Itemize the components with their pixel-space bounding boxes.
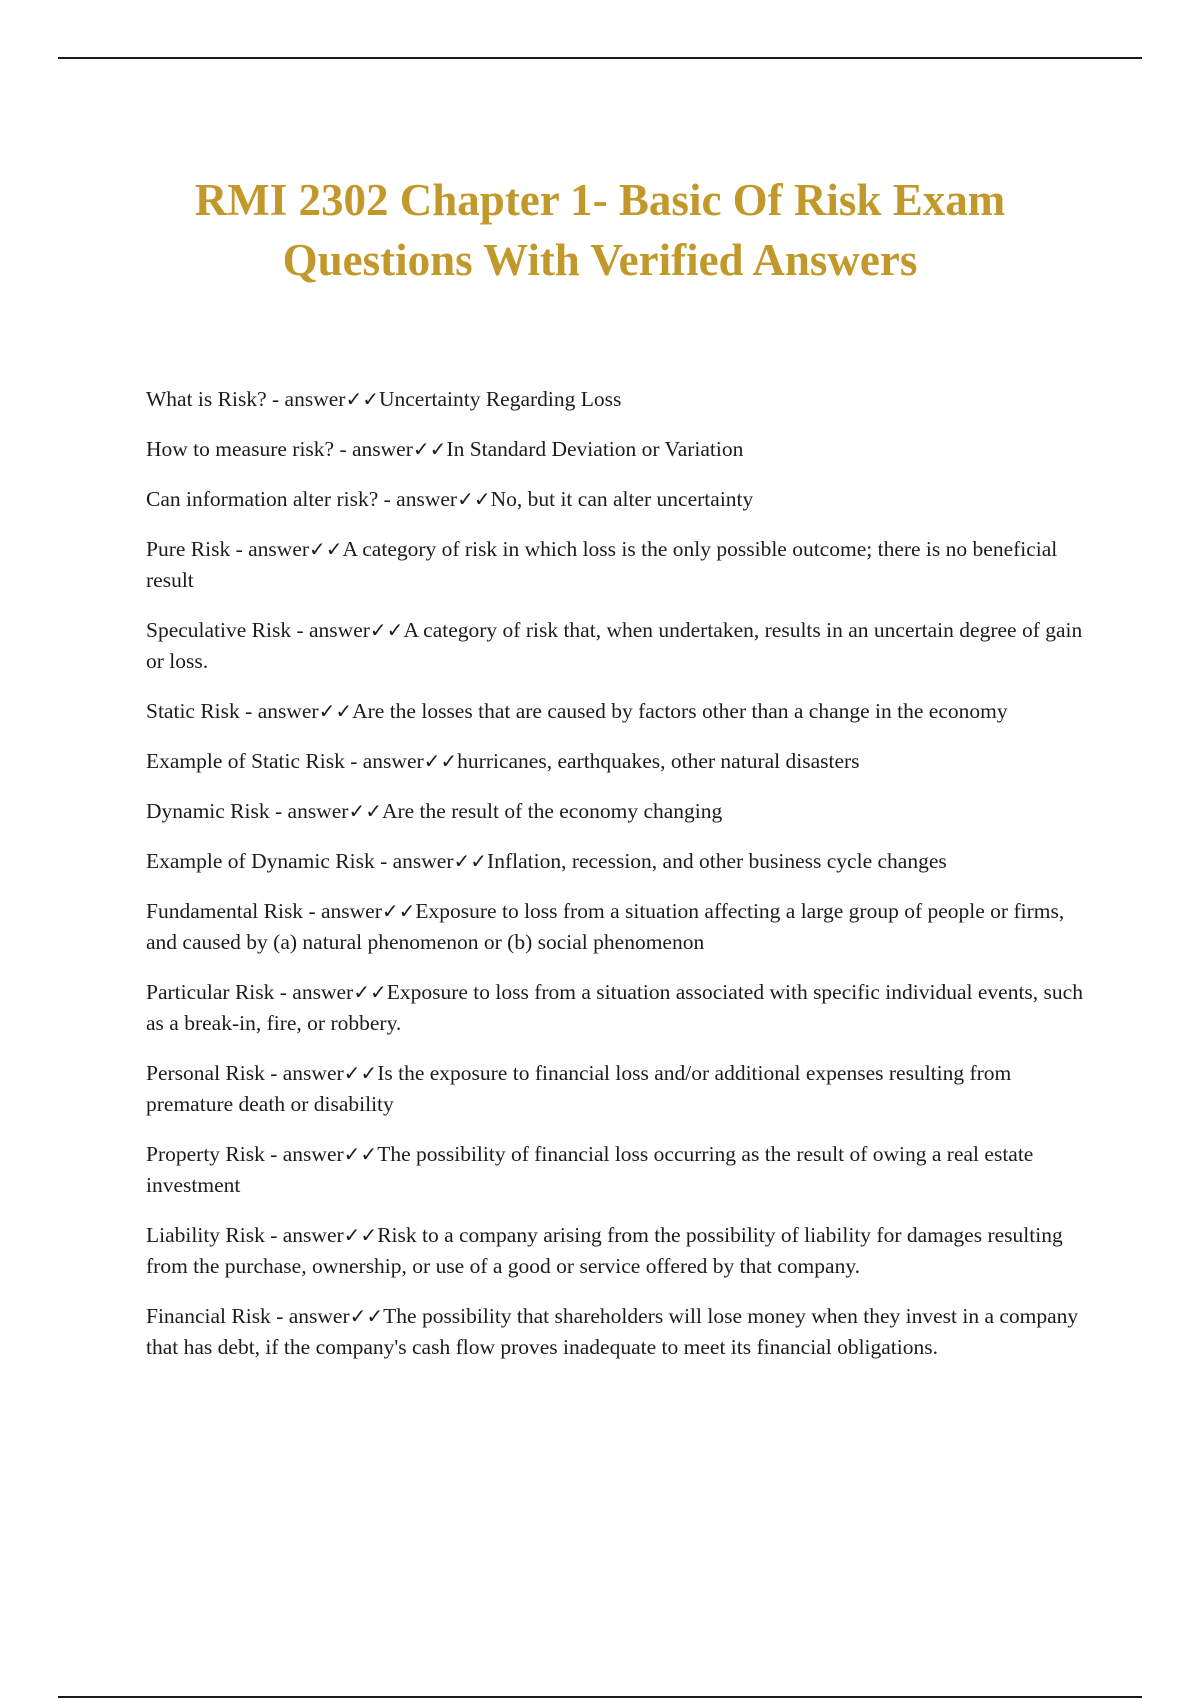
bottom-divider (58, 1696, 1142, 1698)
qa-answer: Are the result of the economy changing (381, 799, 723, 823)
answer-label: - answer (270, 1304, 350, 1328)
qa-term: Liability Risk (146, 1223, 265, 1247)
qa-answer: Risk to a company arising from the possibility of liability for damages resulting from the purchase, ownership, or use of a good or service offered by that company. (146, 1223, 1063, 1278)
qa-item (146, 746, 1096, 777)
qa-item (146, 977, 1096, 1039)
double-check-icon: ✓✓ (423, 749, 458, 773)
answer-label: - answer (269, 799, 349, 823)
qa-item (146, 896, 1096, 958)
qa-answer: In Standard Deviation or Variation (446, 437, 744, 461)
qa-item (146, 384, 1096, 415)
double-check-icon: ✓✓ (457, 487, 491, 511)
qa-item (146, 796, 1096, 827)
qa-term: Example of Dynamic Risk (146, 849, 375, 873)
qa-term: Can information alter risk? (146, 487, 379, 511)
top-divider (58, 57, 1142, 59)
qa-term: Property Risk (146, 1142, 265, 1166)
qa-item (146, 1058, 1096, 1120)
qa-term: Particular Risk (146, 980, 275, 1004)
qa-term: Speculative Risk (146, 618, 292, 642)
qa-item (146, 615, 1096, 677)
qa-answer: hurricanes, earthquakes, other natural disasters (457, 749, 860, 773)
qa-term: Pure Risk (146, 537, 231, 561)
double-check-icon: ✓✓ (309, 537, 343, 561)
qa-item (146, 846, 1096, 877)
qa-item (146, 434, 1096, 465)
double-check-icon: ✓✓ (369, 618, 404, 642)
answer-label: - answer (374, 849, 454, 873)
double-check-icon: ✓✓ (348, 799, 382, 823)
qa-item (146, 696, 1096, 727)
answer-label: - answer (334, 437, 413, 461)
qa-answer: Exposure to loss from a situation affecting a large group of people or firms, and caused by (a) natural phenomenon or (b) social phenomenon (146, 899, 1065, 954)
double-check-icon: ✓✓ (349, 1304, 384, 1328)
qa-term: What is Risk? (146, 387, 267, 411)
answer-label: - answer (239, 699, 319, 723)
qa-answer: A category of risk in which loss is the only possible outcome; there is no beneficial result (146, 537, 1058, 592)
qa-item (146, 484, 1096, 515)
double-check-icon: ✓✓ (343, 1061, 378, 1085)
double-check-icon: ✓✓ (453, 849, 488, 873)
double-check-icon: ✓✓ (343, 1142, 378, 1166)
qa-answer: Is the exposure to financial loss and/or additional expenses resulting from premature death or disability (146, 1061, 1012, 1116)
qa-term: Example of Static Risk (146, 749, 345, 773)
qa-term: How to measure risk? (146, 437, 335, 461)
qa-answer: Are the losses that are caused by factors other than a change in the economy (352, 699, 1008, 723)
double-check-icon: ✓✓ (353, 980, 387, 1004)
answer-label: - answer (291, 618, 370, 642)
qa-answer: No, but it can alter uncertainty (490, 487, 754, 511)
double-check-icon: ✓✓ (343, 1223, 378, 1247)
qa-term: Dynamic Risk (146, 799, 270, 823)
qa-term: Financial Risk (146, 1304, 271, 1328)
answer-label: - answer (266, 387, 346, 411)
answer-label: - answer (264, 1061, 344, 1085)
qa-answer: The possibility that shareholders will lose money when they invest in a company that has debt, if the company's cash flow proves inadequate to meet its financial obligations. (146, 1304, 1079, 1359)
qa-item (146, 1220, 1096, 1282)
qa-answer: A category of risk that, when undertaken, results in an uncertain degree of gain or loss. (146, 618, 1083, 673)
qa-item (146, 1139, 1096, 1201)
qa-term: Static Risk (146, 699, 240, 723)
document-title: RMI 2302 Chapter 1- Basic Of Risk Exam Questions With Verified Answers (194, 175, 1006, 285)
answer-label: - answer (274, 980, 354, 1004)
answer-label: - answer (303, 899, 382, 923)
answer-label: - answer (344, 749, 424, 773)
double-check-icon: ✓✓ (381, 899, 416, 923)
qa-answer: Inflation, recession, and other business cycle changes (487, 849, 947, 873)
answer-label: - answer (264, 1223, 344, 1247)
qa-answer: Uncertainty Regarding Loss (378, 387, 622, 411)
answer-label: - answer (264, 1142, 344, 1166)
qa-list (146, 384, 1096, 1382)
answer-label: - answer (378, 487, 458, 511)
double-check-icon: ✓✓ (412, 437, 447, 461)
qa-term: Fundamental Risk (146, 899, 304, 923)
answer-label: - answer (230, 537, 310, 561)
double-check-icon: ✓✓ (345, 387, 379, 411)
double-check-icon: ✓✓ (318, 699, 353, 723)
qa-answer: The possibility of financial loss occurring as the result of owing a real estate investment (146, 1142, 1034, 1197)
qa-item (146, 534, 1096, 596)
qa-answer: Exposure to loss from a situation associated with specific individual events, such as a break-in, fire, or robbery. (146, 980, 1083, 1035)
qa-item (146, 1301, 1096, 1363)
qa-term: Personal Risk (146, 1061, 265, 1085)
